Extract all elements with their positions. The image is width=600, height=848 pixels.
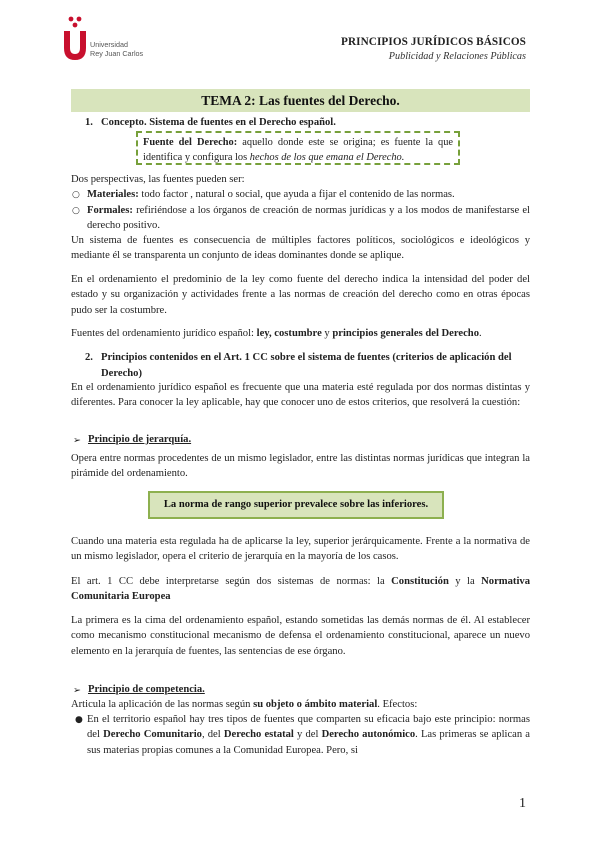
text-span: y la xyxy=(448,576,482,587)
arrow-bullet-icon: ➢ xyxy=(73,685,81,696)
circle-bullet-icon: ○ xyxy=(72,206,80,216)
paragraph-competencia xyxy=(71,697,530,712)
paragraph-materia-regulada: Cuando una materia esta regulada ha de aplicarse la ley, superior jerárquicamente. Frente a la normativa de un mismo legislador, opera el criterio de jerarquía en la mayoría de los casos. xyxy=(71,536,530,563)
bold-span: su objeto o ámbito material xyxy=(253,699,378,710)
perspectives-intro: Dos perspectivas, las fuentes pueden ser: xyxy=(71,174,245,185)
course-subtitle: Publicidad y Relaciones Públicas xyxy=(388,51,526,62)
bullet-text: todo factor , natural o social, que ayuda a fijar el contenido de las normas. xyxy=(138,189,455,200)
dot-bullet-icon: ● xyxy=(75,715,83,725)
text-span: En el territorio español hay tres tipos de fuentes que comparten su eficacia bajo este principio: normas del xyxy=(87,714,530,741)
definition-text: aquello donde este se origina; es fuente la que identifica y configura los xyxy=(143,137,453,164)
paragraph-cima-ordenamiento: La primera es la cima del ordenamiento español, estando sometidas las demás normas de él. Al establecer como mecanismo constitucional mecanismo de defensa el ordenamiento constitucional, aparece un nuevo elemento en la jerarquía de fuentes, las sentencias de ese órgano. xyxy=(71,615,530,657)
logo-text xyxy=(90,40,143,58)
paragraph-ordenamiento: En el ordenamiento el predominio de la ley como fuente del derecho indica la intensidad del poder del estado y su organización y actividades frente a las normas de creación del derecho como en otras épocas pudo ser la costumbre. xyxy=(71,274,530,316)
circle-bullet-icon: ○ xyxy=(72,190,80,200)
university-logo xyxy=(62,14,172,64)
bold-span: Constitución xyxy=(391,576,449,587)
rule-highlight-box: La norma de rango superior prevalece sobre las inferiores. xyxy=(148,491,444,519)
bold-span: Derecho autonómico xyxy=(321,729,416,741)
text-span: . Las primeras se aplican a sus materias propias comunes a la Comunidad Europea. Pero, si xyxy=(87,729,531,756)
bold-span: Normativa Comunitaria Europea xyxy=(71,576,530,603)
definition-box xyxy=(136,131,460,165)
chapter-title: TEMA 2: Las fuentes del Derecho. xyxy=(71,89,530,112)
paragraph-sistema-fuentes: Un sistema de fuentes es consecuencia de múltiples factores políticos, sociológicos e ideológicos y mediante él se transparenta un conjunto de ideas dominantes donde se aplique. xyxy=(71,235,530,262)
logo-line2: Rey Juan Carlos xyxy=(90,49,144,58)
definition-italic: hechos de los que emana el Derecho. xyxy=(249,152,405,164)
paragraph-fuentes-ordenamiento xyxy=(71,326,530,341)
bullet-text: refiriéndose a los órganos de creación de normas jurídicas y a los modos de manifestarse el derecho positivo. xyxy=(87,205,530,232)
bullet-term: Formales: xyxy=(87,205,133,216)
bullet-term: Materiales: xyxy=(87,189,139,200)
section1-heading: Concepto. Sistema de fuentes en el Derecho español. xyxy=(101,117,336,128)
text-span: . xyxy=(479,328,482,339)
paragraph-jerarquia: Opera entre normas procedentes de un mismo legislador, entre las distintas normas jurídicas que integran la pirámide del ordenamiento. xyxy=(71,453,530,480)
text-span: y del xyxy=(293,729,322,741)
section2-number: 2. xyxy=(85,352,93,363)
urjc-logo-icon xyxy=(62,14,88,62)
definition-term: Fuente del Derecho: xyxy=(143,137,238,148)
text-span: Fuentes del ordenamiento jurídico español: xyxy=(71,328,257,339)
section2-heading: Principios contenidos en el Art. 1 CC sobre el sistema de fuentes (criterios de aplicación del Derecho) xyxy=(101,352,512,379)
text-span: Articula la aplicación de las normas según xyxy=(71,699,254,710)
bold-span: Derecho estatal xyxy=(223,729,294,741)
bullet-materiales xyxy=(87,187,530,202)
bold-span: principios generales del Derecho xyxy=(332,328,479,339)
paragraph-criterios: En el ordenamiento jurídico español es frecuente que una materia esté regulada por dos normas distintas y diferentes. Para conocer la ley aplicable, hay que conocer uno de estos criterios, que resolverá la cuestión: xyxy=(71,382,530,409)
text-span: , del xyxy=(201,729,224,741)
section1-number: 1. xyxy=(85,117,93,128)
bullet-formales xyxy=(87,203,530,234)
text-span: y xyxy=(321,328,333,339)
running-header xyxy=(341,36,526,62)
course-title: PRINCIPIOS JURÍDICOS BÁSICOS xyxy=(341,36,526,48)
logo-line1: Universidad xyxy=(90,40,128,49)
arrow-bullet-icon: ➢ xyxy=(73,435,81,446)
text-span: . Efectos: xyxy=(377,699,418,710)
text-span: El art. 1 CC debe interpretarse según dos sistemas de normas: la xyxy=(71,576,392,587)
heading-competencia: Principio de competencia. xyxy=(88,684,205,695)
bold-span: ley, costumbre xyxy=(256,328,322,339)
bullet-territorio xyxy=(87,712,530,758)
paragraph-art1cc xyxy=(71,574,530,605)
bold-span: Derecho Comunitario xyxy=(103,729,202,741)
page-number: 1 xyxy=(519,796,526,811)
heading-jerarquia: Principio de jerarquía. xyxy=(88,434,192,445)
